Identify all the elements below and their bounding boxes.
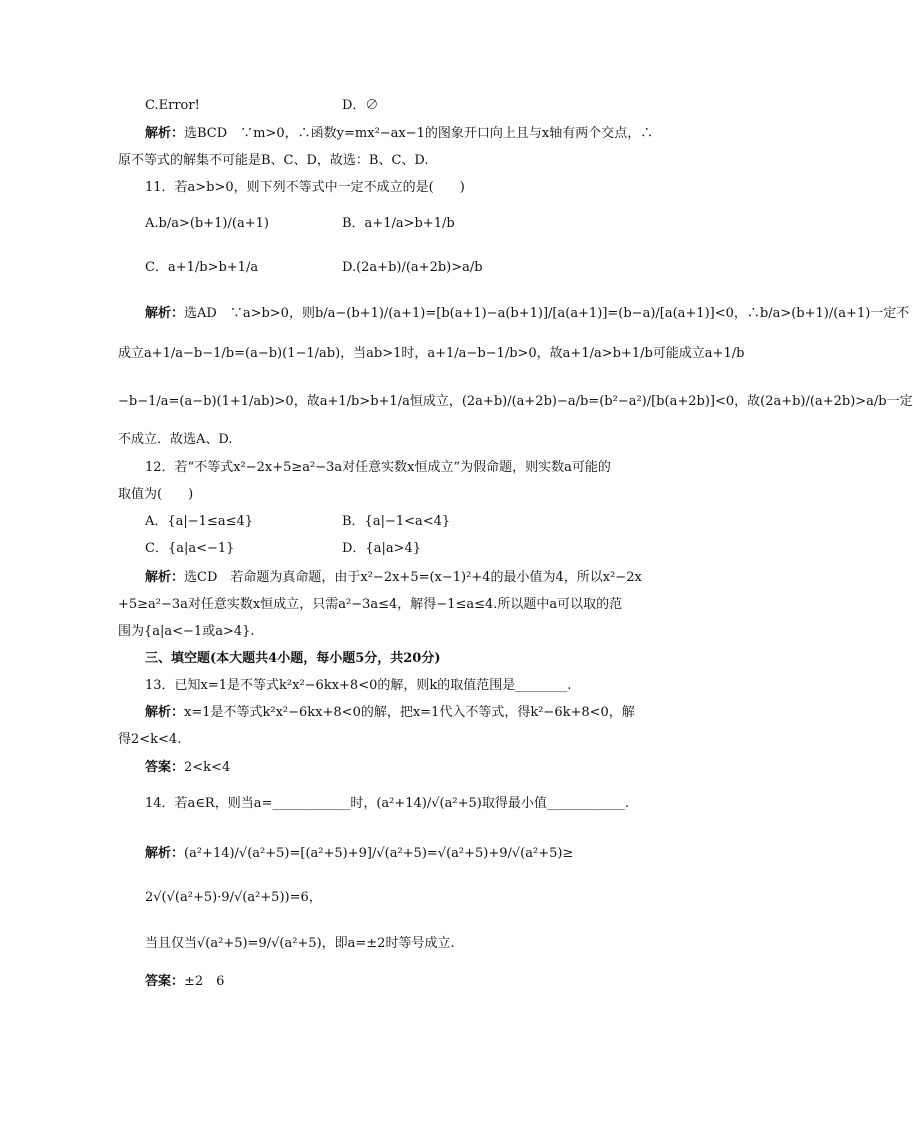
choice-option: A.b/a>(b+1)/(a+1) bbox=[145, 216, 269, 231]
text-line: 得2<k<4. bbox=[118, 732, 182, 747]
text-line: 13．已知x=1是不等式k²x²−6kx+8<0的解，则k的取值范围是________. bbox=[145, 678, 572, 693]
text-line: 解析：选CD 若命题为真命题，由于x²−2x+5=(x−1)²+4的最小值为4，所以x²−2x bbox=[145, 570, 642, 585]
text-line: 答案：2<k<4 bbox=[145, 760, 231, 775]
text-line: 三、填空题(本大题共4小题，每小题5分，共20分) bbox=[145, 651, 441, 666]
text-line: 12．若“不等式x²−2x+5≥a²−3a对任意实数x恒成立”为假命题，则实数a可能的 bbox=[145, 460, 611, 475]
text-line: 14．若a∈R，则当a=____________时，(a²+14)/√(a²+5)取得最小值____________. bbox=[145, 796, 629, 811]
choice-option: D.(2a+b)/(a+2b)>a/b bbox=[342, 260, 483, 275]
text-line: 11．若a>b>0，则下列不等式中一定不成立的是( ) bbox=[145, 180, 465, 195]
text-line: 解析：x=1是不等式k²x²−6kx+8<0的解，把x=1代入不等式，得k²−6k+8<0，解 bbox=[145, 705, 635, 720]
text-line: 答案：±2 6 bbox=[145, 974, 225, 989]
text-line: 解析：选BCD ∵m>0，∴函数y=mx²−ax−1的图象开口向上且与x轴有两个交点，∴ bbox=[145, 126, 654, 141]
text-line: +5≥a²−3a对任意实数x恒成立，只需a²−3a≤4，解得−1≤a≤4.所以题中a可以取的范 bbox=[118, 597, 623, 612]
text-line: 成立a+1/a−b−1/b=(a−b)(1−1/ab)，当ab>1时，a+1/a−b−1/b>0，故a+1/a>b+1/b可能成立a+1/b bbox=[118, 346, 745, 361]
choice-option: C．a+1/b>b+1/a bbox=[145, 260, 259, 275]
text-line: −b−1/a=(a−b)(1+1/ab)>0，故a+1/b>b+1/a恒成立，(2a+b)/(a+2b)−a/b=(b²−a²)/[b(a+2b)]<0，故(2a+b)/(a+2b)>a/b一定 bbox=[118, 394, 913, 409]
text-line: 当且仅当√(a²+5)=9/√(a²+5)，即a=±2时等号成立. bbox=[145, 936, 455, 951]
text-line: 原不等式的解集不可能是B、C、D，故选：B、C、D. bbox=[118, 153, 429, 168]
text-line: 2√(√(a²+5)·9/√(a²+5))=6， bbox=[145, 890, 322, 905]
choice-option: C．{a|a<−1} bbox=[145, 541, 235, 556]
choice-option: C.Error! bbox=[145, 98, 200, 113]
text-line: 围为{a|a<−1或a>4}. bbox=[118, 624, 255, 639]
text-line: 不成立．故选A、D. bbox=[118, 432, 233, 447]
text-line: 解析：选AD ∵a>b>0，则b/a−(b+1)/(a+1)=[b(a+1)−a(b+1)]/[a(a+1)]=(b−a)/[a(a+1)]<0，∴b/a>(b+1)/(a+1)一定不 bbox=[145, 306, 910, 321]
choice-option: D．{a|a>4} bbox=[342, 541, 422, 556]
text-line: 取值为( ) bbox=[118, 487, 194, 502]
choice-option: B．{a|−1<a<4} bbox=[342, 514, 451, 529]
choice-option: D．∅ bbox=[342, 98, 379, 113]
text-line: 解析：(a²+14)/√(a²+5)=[(a²+5)+9]/√(a²+5)=√(a²+5)+9/√(a²+5)≥ bbox=[145, 846, 574, 861]
choice-option: B．a+1/a>b+1/b bbox=[342, 216, 455, 231]
choice-option: A．{a|−1≤a≤4} bbox=[145, 514, 254, 529]
